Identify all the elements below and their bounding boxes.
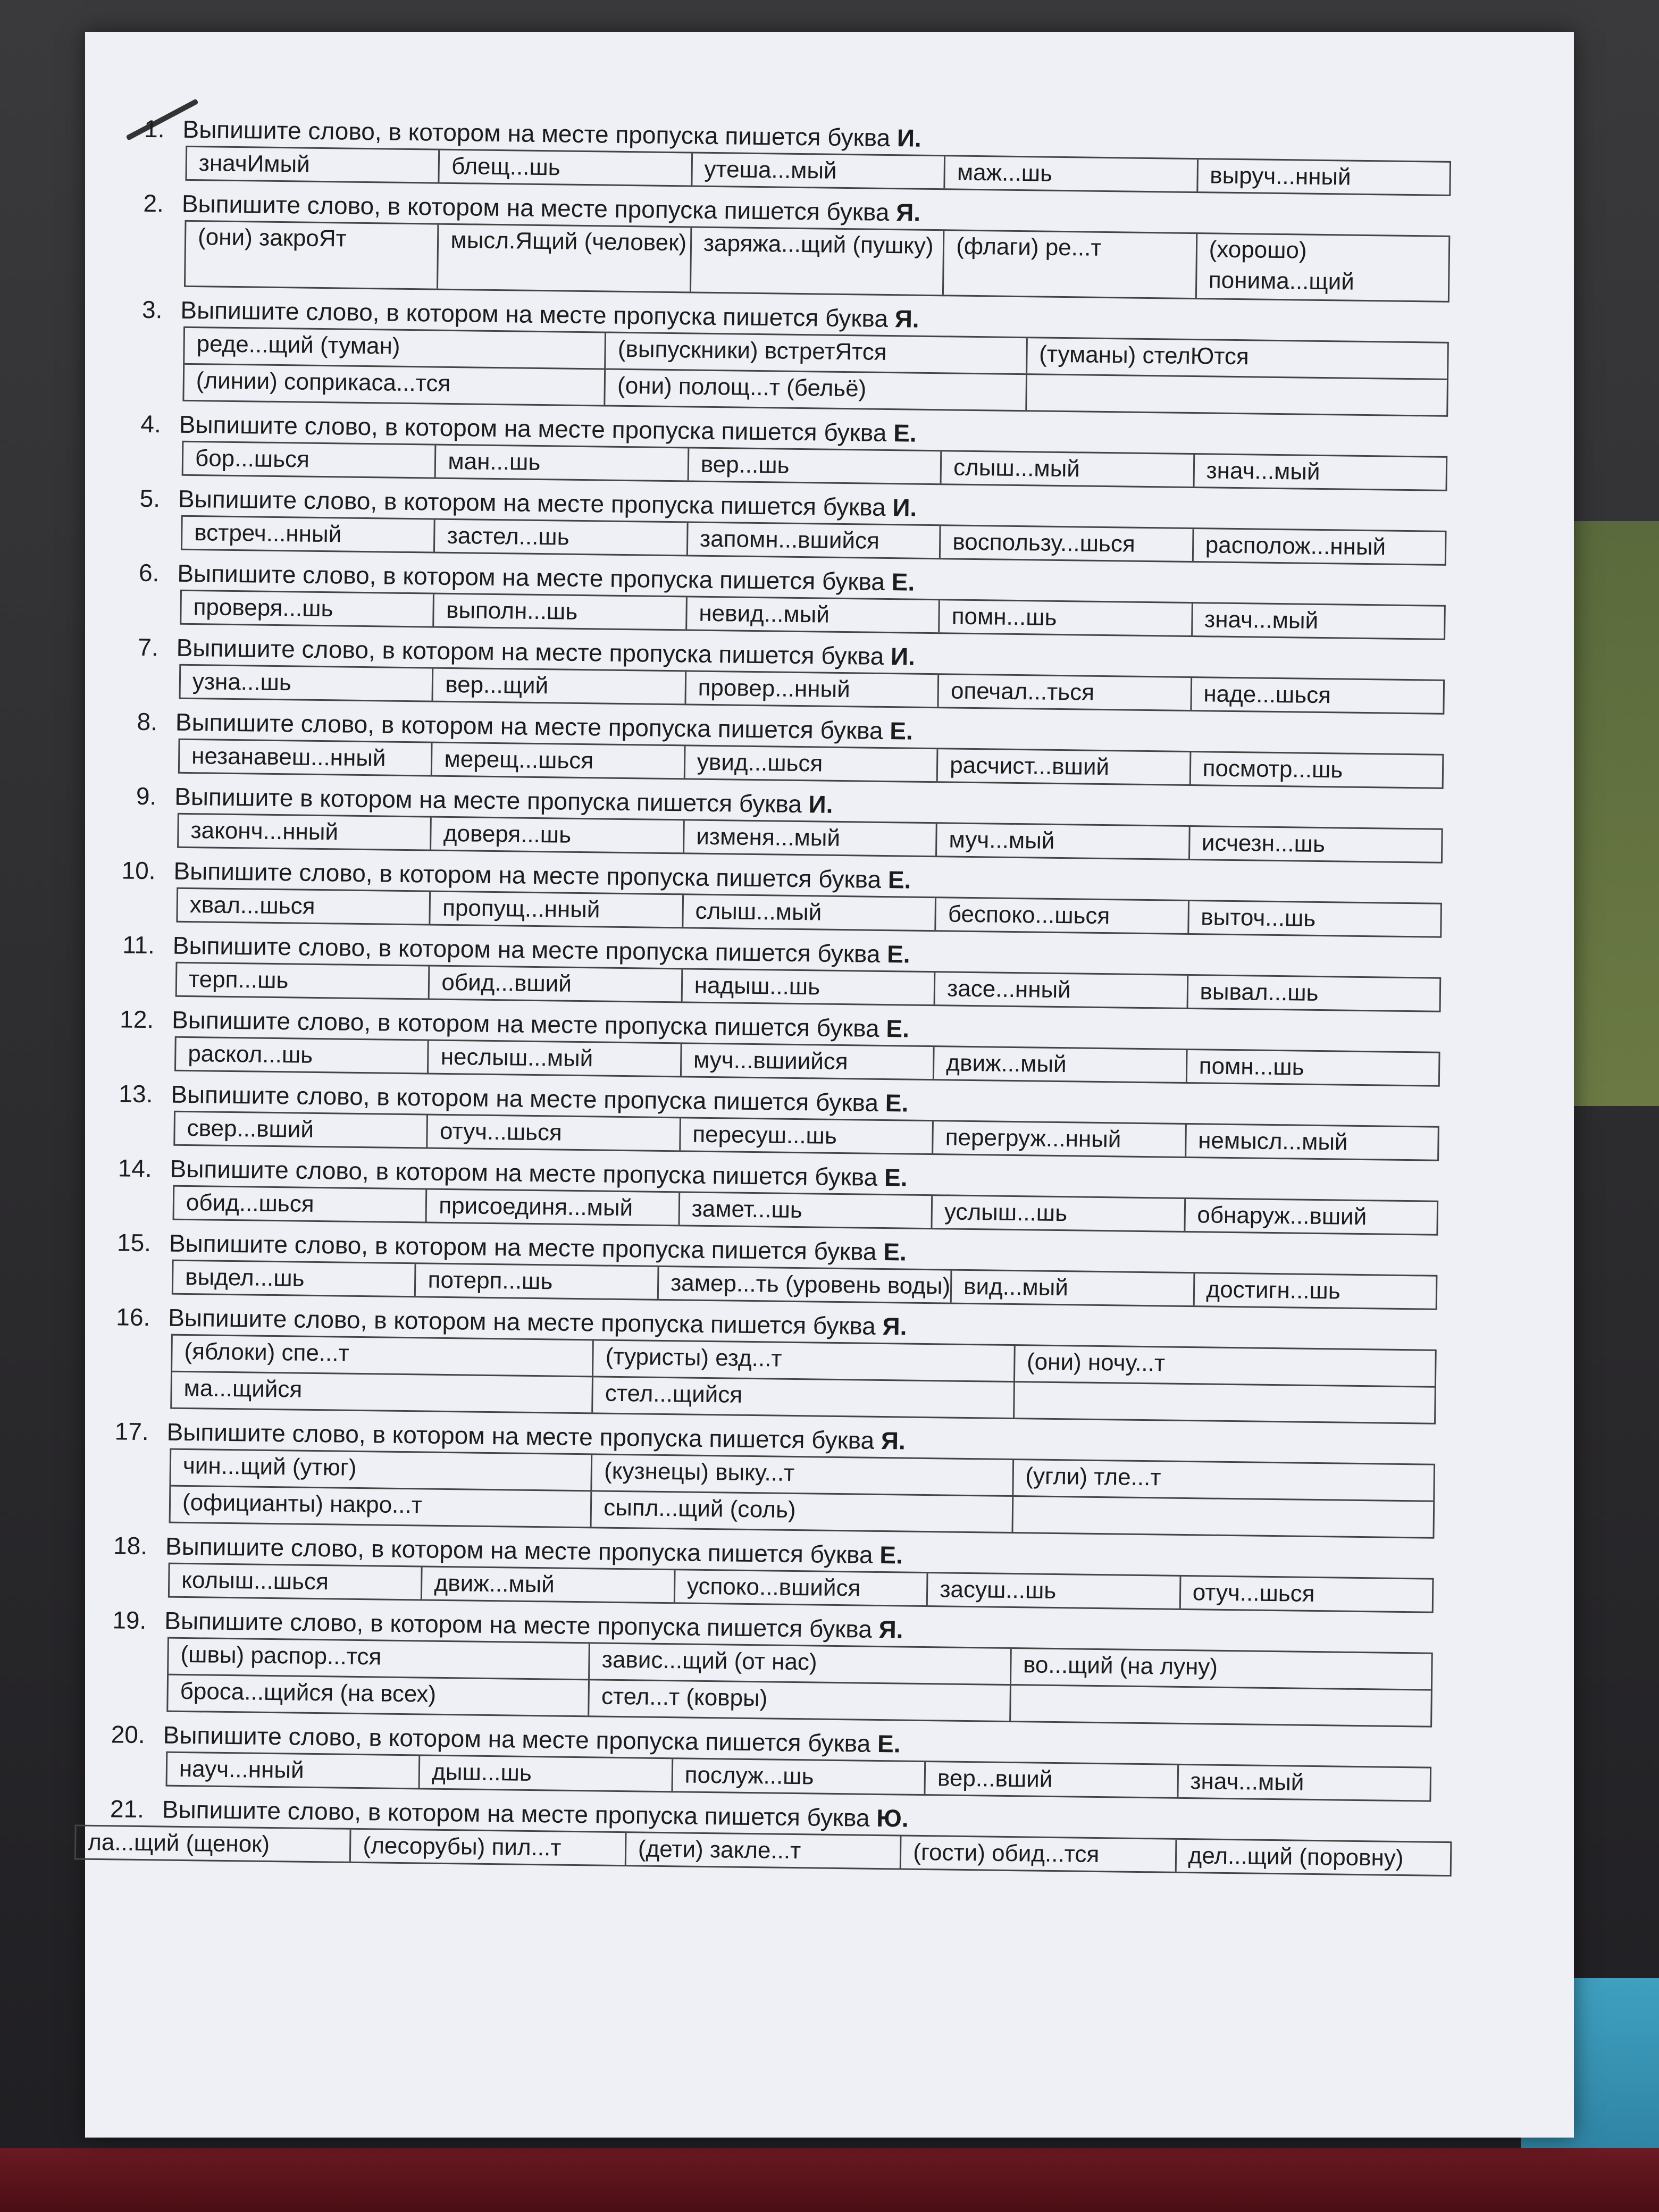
- task-prompt: Выпишите слово, в котором на месте пропуска пишется буква Е.: [170, 1154, 908, 1192]
- word-option: [1013, 1497, 1433, 1537]
- task-20: [86, 1717, 1554, 1804]
- task-prompt: Выпишите слово, в котором на месте пропуска пишется буква Е.: [171, 1006, 910, 1043]
- task-prompt: Выпишите слово, в котором на месте пропуска пишется буква И.: [176, 633, 916, 671]
- task-prompt: Выпишите в котором на месте пропуска пишется буква И.: [174, 782, 833, 818]
- word-option: вывал...шь: [1200, 978, 1319, 1006]
- task-number: 10.: [121, 856, 156, 885]
- task-6: [100, 556, 1568, 642]
- task-prompt: Выпишите слово, в котором на месте пропуска пишется буква Е.: [179, 410, 917, 447]
- word-option: услыш...шь: [933, 1196, 1186, 1231]
- word-option: потерп...шь: [416, 1264, 659, 1299]
- word-option: помн...шь: [940, 600, 1193, 635]
- task-number: 8.: [137, 707, 158, 736]
- task-prompt: Выпишите слово, в котором на месте пропуска пишется буква Е.: [175, 708, 914, 745]
- worksheet-paper: [85, 32, 1574, 2138]
- word-option: незанавеш...нный: [180, 740, 433, 775]
- word-option: реде...щий (туман): [185, 328, 606, 368]
- task-15: [92, 1226, 1560, 1312]
- task-prompt: Выпишите слово, в котором на месте пропуска пишется буква Я.: [164, 1606, 903, 1644]
- word-option: застел...шь: [435, 520, 688, 555]
- task-4: [102, 407, 1570, 493]
- word-option: (они) закроЯт: [186, 222, 439, 289]
- task-9: [97, 779, 1565, 865]
- word-option: располож...нный: [1205, 532, 1386, 560]
- target-letter: Е.: [891, 568, 915, 596]
- word-option: [1015, 1382, 1435, 1423]
- task-prompt: Выпишите слово, в котором на месте пропуска пишется буква И.: [178, 484, 917, 522]
- task-number: 18.: [113, 1531, 148, 1560]
- word-option: (они) полощ...т (бельё): [606, 370, 1027, 410]
- word-option: узна...шь: [181, 666, 434, 701]
- word-option: блещ...шь: [440, 150, 693, 186]
- word-option: отуч...шься: [1192, 1579, 1315, 1607]
- target-letter: И.: [808, 790, 833, 818]
- word-option: исчезн...шь: [1201, 830, 1326, 858]
- task-prompt: Выпишите слово, в котором на месте пропуска пишется буква Е.: [169, 1229, 907, 1266]
- task-number: 3.: [141, 295, 163, 324]
- word-option: движ...мый: [422, 1567, 675, 1602]
- word-option: ма...щийся: [172, 1372, 593, 1413]
- task-number: 1.: [144, 114, 165, 143]
- word-option: (выпускники) встретЯтся: [606, 333, 1028, 374]
- task-number: 15.: [116, 1228, 152, 1257]
- word-option: (дети) закле...т: [626, 1833, 902, 1868]
- task-prompt: Выпишите слово, в котором на месте пропуска пишется буква Е.: [165, 1532, 903, 1569]
- word-option: вид...мый: [952, 1271, 1195, 1306]
- task-prompt: Выпишите слово, в котором на месте пропуска пишется буква Е.: [177, 559, 915, 596]
- task-18: [88, 1529, 1556, 1615]
- word-option: [1011, 1686, 1431, 1726]
- word-option: замер...ть (уровень воды): [659, 1267, 952, 1303]
- word-option: завис...щий (от нас): [590, 1644, 1011, 1684]
- task-prompt: Выпишите слово, в котором на месте пропуска пишется буква Я.: [181, 189, 921, 227]
- word-option: (туристы) езд...т: [593, 1340, 1015, 1381]
- task-prompt: Выпишите слово, в котором на месте пропуска пишется буква И.: [182, 115, 922, 152]
- word-options-table: [166, 1637, 1433, 1728]
- task-prompt: Выпишите слово, в котором на месте пропуска пишется буква Е.: [171, 1080, 909, 1117]
- word-option: муч...вшиийся: [682, 1044, 935, 1079]
- word-option: бор...шься: [183, 442, 437, 477]
- word-option: засе...нный: [935, 973, 1188, 1008]
- word-option: перегруж...нный: [933, 1121, 1186, 1157]
- task-prompt: Выпишите слово, в котором на месте пропуска пишется буква Я.: [180, 296, 919, 333]
- word-option: мысл.Ящий (человек): [438, 225, 692, 292]
- target-letter: Я.: [882, 1312, 907, 1340]
- word-option: (линии) соприкаса...тся: [184, 365, 606, 405]
- word-option: колыш...шься: [170, 1564, 423, 1599]
- task-number: 5.: [139, 484, 161, 513]
- word-option: невид...мый: [687, 597, 940, 632]
- target-letter: Я.: [881, 1426, 906, 1455]
- word-option: пересуш...шь: [681, 1118, 934, 1153]
- word-option: науч...нный: [167, 1753, 421, 1788]
- word-option: хвал...шься: [178, 889, 431, 924]
- target-letter: И.: [890, 642, 916, 671]
- task-number: 19.: [112, 1606, 147, 1635]
- word-option: дел...щий (поровну): [1188, 1842, 1404, 1872]
- word-option: слыш...мый: [683, 895, 936, 930]
- target-letter: Е.: [885, 1089, 909, 1117]
- word-option: (официанты) накро...т: [171, 1487, 592, 1527]
- word-option: успоко...вшийся: [675, 1570, 928, 1605]
- target-letter: Е.: [887, 866, 911, 894]
- task-13: [94, 1077, 1562, 1163]
- word-option: (лесорубы) пил...т: [351, 1830, 626, 1865]
- target-letter: И.: [896, 124, 922, 152]
- word-option: утеша...мый: [692, 153, 945, 188]
- task-14: [93, 1151, 1561, 1237]
- target-letter: Е.: [893, 419, 917, 447]
- task-number: 12.: [119, 1005, 154, 1034]
- word-option: расчист...вший: [938, 749, 1191, 784]
- word-option: доверя...шь: [431, 818, 684, 853]
- task-prompt: Выпишите слово, в котором на месте пропуска пишется буква Ю.: [162, 1795, 909, 1832]
- task-17: [89, 1414, 1558, 1540]
- word-option: дыш...шь: [420, 1756, 673, 1791]
- task-number: 13.: [119, 1079, 153, 1108]
- word-option: надыш...шь: [682, 969, 935, 1004]
- task-prompt: Выпишите слово, в котором на месте пропуска пишется буква Е.: [172, 931, 910, 968]
- target-letter: Е.: [883, 1238, 907, 1266]
- word-option: значИмый: [187, 147, 440, 182]
- target-letter: И.: [892, 493, 917, 522]
- task-number: 11.: [122, 931, 155, 959]
- word-option: обид...шься: [174, 1187, 428, 1222]
- task-number: 9.: [136, 782, 157, 810]
- word-option: ман...шь: [436, 446, 689, 481]
- task-10: [96, 853, 1564, 940]
- task-prompt: Выпишите слово, в котором на месте пропуска пишется буква Е.: [163, 1721, 901, 1758]
- word-option: проверя...шь: [181, 591, 434, 626]
- word-option: законч...нный: [179, 815, 432, 850]
- task-number: 17.: [114, 1417, 149, 1446]
- word-option: [1027, 375, 1447, 415]
- word-option: муч...мый: [937, 824, 1190, 859]
- background-red-fabric: [0, 2148, 1659, 2212]
- word-option: мерещ...шься: [432, 743, 685, 778]
- task-12: [95, 1002, 1563, 1088]
- target-letter: Я.: [895, 198, 921, 227]
- word-option: отуч...шься: [428, 1116, 681, 1151]
- word-option: вер...вший: [926, 1762, 1179, 1797]
- word-option: провер...нный: [686, 672, 939, 707]
- word-option: изменя...мый: [684, 820, 937, 856]
- task-number: 7.: [138, 633, 159, 661]
- word-option: броса...щийся (на всех): [168, 1675, 590, 1716]
- task-7: [99, 630, 1568, 716]
- task-19: [87, 1603, 1555, 1729]
- word-option: движ...мый: [934, 1047, 1187, 1082]
- task-number: 4.: [140, 409, 162, 438]
- word-option: обид...вший: [430, 967, 683, 1002]
- task-3: [103, 292, 1571, 418]
- target-letter: Е.: [879, 1540, 903, 1569]
- word-option: послуж...шь: [673, 1759, 926, 1794]
- task-16: [90, 1300, 1559, 1426]
- target-letter: Я.: [878, 1615, 903, 1644]
- target-letter: Я.: [894, 305, 919, 333]
- word-option: (кузнецы) выку...т: [592, 1455, 1014, 1495]
- word-option: выполн...шь: [434, 594, 688, 630]
- word-option: выдел...шь: [173, 1261, 416, 1296]
- word-option: замет...шь: [680, 1193, 933, 1228]
- word-option: достигн...шь: [1206, 1276, 1340, 1304]
- target-letter: Е.: [886, 940, 910, 968]
- word-option: пропущ...нный: [431, 892, 684, 927]
- word-option: выточ...шь: [1200, 904, 1316, 932]
- task-number: 16.: [116, 1303, 150, 1331]
- word-option: (яблоки) спе...т: [172, 1336, 594, 1376]
- word-option: свер...вший: [175, 1112, 428, 1147]
- word-option: вер...щий: [433, 669, 686, 704]
- task-number: 20.: [111, 1720, 146, 1749]
- task-number: 21.: [110, 1795, 145, 1823]
- task-2: [104, 186, 1573, 304]
- word-option: (они) ночу...т: [1026, 1348, 1166, 1377]
- task-number: 2.: [143, 189, 164, 217]
- word-options-table: [182, 326, 1449, 417]
- word-option: маж...шь: [945, 156, 1199, 191]
- task-5: [101, 481, 1569, 567]
- word-option: присоединя...мый: [427, 1190, 680, 1225]
- word-option: беспоко...шься: [936, 898, 1189, 933]
- word-options-table: [170, 1334, 1437, 1425]
- word-option: наде...шься: [1203, 681, 1331, 709]
- word-option: сыпл...щий (соль): [592, 1492, 1013, 1532]
- word-option: во...щий (на луну): [1023, 1652, 1218, 1680]
- target-letter: Е.: [889, 717, 914, 745]
- word-option: стел...т (ковры): [590, 1680, 1011, 1721]
- task-prompt: Выпишите слово, в котором на месте пропуска пишется буква Е.: [173, 857, 911, 894]
- word-option: помн...шь: [1199, 1053, 1304, 1080]
- word-option: терп...шь: [177, 963, 430, 999]
- word-option: заряжа...щий (пушку): [691, 228, 945, 295]
- word-option: (швы) распор...тся: [169, 1639, 590, 1679]
- word-option: ла...щий (щенок): [76, 1826, 351, 1862]
- word-option: опечал...ться: [939, 675, 1192, 710]
- word-option: (гости) обид...тся: [901, 1837, 1177, 1872]
- word-option: воспользу...шься: [941, 526, 1194, 561]
- word-option: (флаги) ре...т: [944, 231, 1197, 298]
- word-option: неслыш...мый: [429, 1041, 682, 1076]
- target-letter: Е.: [884, 1163, 908, 1192]
- target-letter: Е.: [877, 1729, 901, 1758]
- word-option: знач...мый: [1204, 606, 1319, 634]
- task-prompt: Выпишите слово, в котором на месте пропуска пишется буква Я.: [167, 1303, 907, 1340]
- task-prompt: Выпишите слово, в котором на месте пропуска пишется буква Я.: [166, 1418, 906, 1455]
- word-option: посмотр...шь: [1202, 755, 1343, 783]
- task-1: [105, 112, 1573, 198]
- task-number: 14.: [118, 1154, 153, 1183]
- task-number: 6.: [138, 558, 160, 587]
- word-option: чин...щий (утюг): [171, 1450, 592, 1490]
- word-option: (хорошо) понима...щий: [1208, 236, 1355, 295]
- word-option: раскол...шь: [176, 1038, 429, 1073]
- word-option: встреч...нный: [182, 517, 435, 552]
- word-option: (угли) тле...т: [1025, 1463, 1161, 1491]
- word-option: обнаруж...вший: [1197, 1202, 1367, 1230]
- task-11: [96, 928, 1564, 1014]
- word-option: выруч...нный: [1210, 162, 1351, 190]
- word-option: знач...мый: [1190, 1768, 1304, 1796]
- word-option: слыш...мый: [942, 451, 1195, 487]
- word-option: вер...шь: [689, 448, 942, 483]
- word-option: (туманы) стелЮтся: [1038, 341, 1250, 370]
- task-8: [98, 705, 1566, 791]
- task-21: [85, 1792, 1553, 1878]
- table-row: [186, 222, 1448, 301]
- word-options-table: [169, 1448, 1436, 1539]
- target-letter: Е.: [886, 1015, 910, 1043]
- worksheet-content: [85, 112, 1574, 1884]
- word-option: запомн...вшийся: [688, 523, 941, 558]
- target-letter: Ю.: [876, 1804, 909, 1832]
- word-option: увид...шься: [685, 746, 939, 781]
- word-option: немысл...мый: [1197, 1127, 1348, 1155]
- word-option: стел...щийся: [593, 1377, 1015, 1418]
- word-option: знач...мый: [1206, 457, 1320, 485]
- word-option: засуш...шь: [928, 1573, 1181, 1608]
